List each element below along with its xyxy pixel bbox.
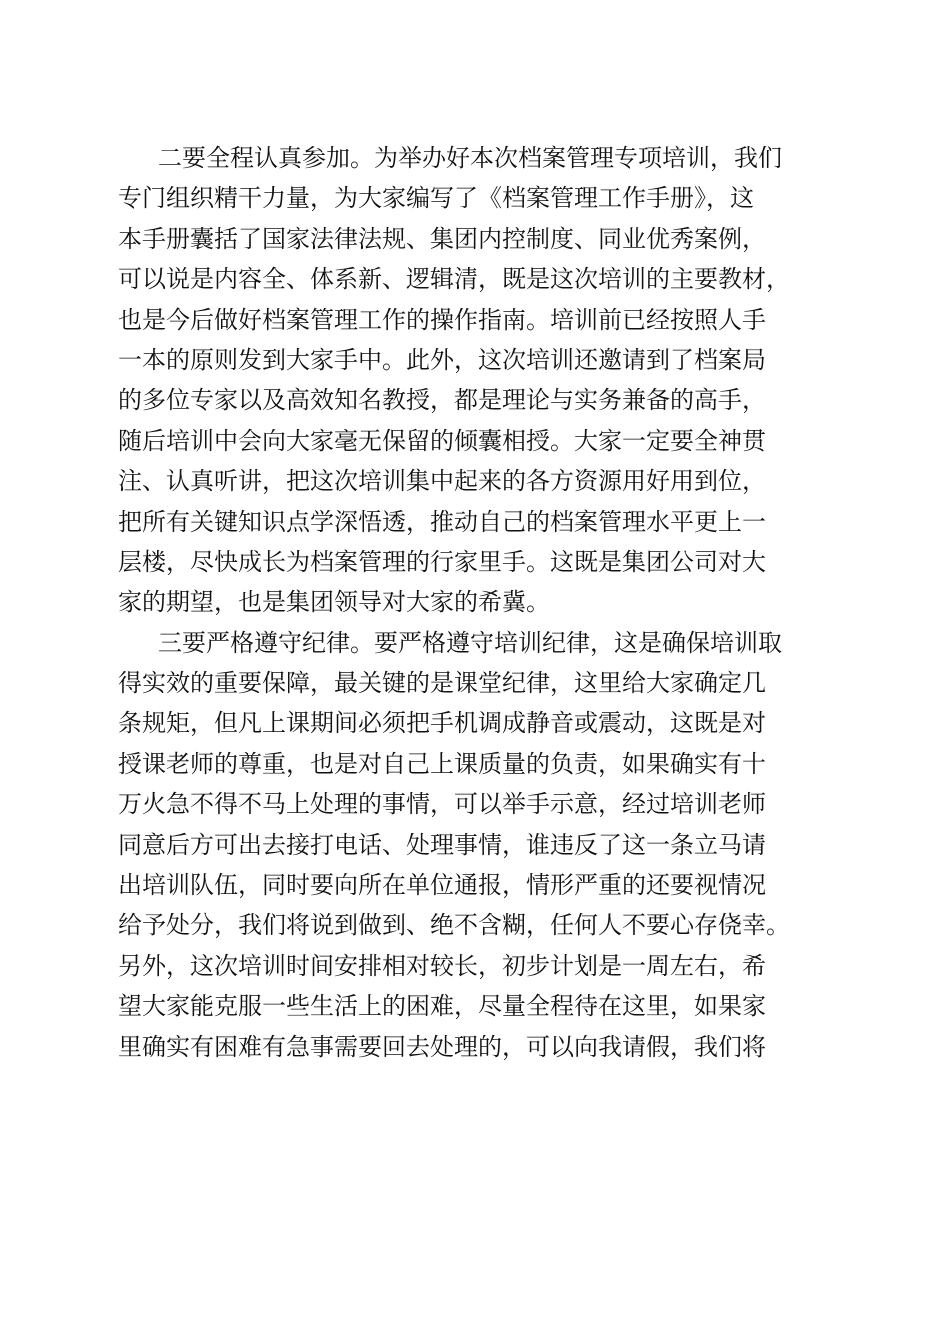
- paragraph-2-line: 本手册囊括了国家法律法规、集团内控制度、同业优秀案例，: [118, 224, 766, 253]
- paragraph-3-line: 授课老师的尊重，也是对自己上课质量的负责，如果确实有十: [118, 749, 766, 778]
- paragraph-2-line: 家的期望，也是集团领导对大家的希冀。: [118, 588, 550, 617]
- paragraph-2-line: 随后培训中会向大家毫无保留的倾囊相授。大家一定要全神贯: [118, 426, 766, 455]
- paragraph-2-line: 的多位专家以及高效知名教授，都是理论与实务兼备的高手，: [118, 386, 766, 415]
- body-text: [118, 138, 836, 1067]
- paragraph-2-line: 二要全程认真参加。为举办好本次档案管理专项培训，我们: [158, 144, 782, 172]
- paragraph-3-line: 出培训队伍，同时要向所在单位通报，情形严重的还要视情况: [118, 871, 766, 900]
- paragraph-2-line: 专门组织精干力量，为大家编写了《档案管理工作手册》，这: [118, 184, 754, 213]
- paragraph-3-line: 另外，这次培训时间安排相对较长，初步计划是一周左右，希: [118, 951, 766, 980]
- paragraph-2-line: 注、认真听讲，把这次培训集中起来的各方资源用好用到位，: [118, 467, 766, 496]
- paragraph-3-line: 三要严格遵守纪律。要严格遵守培训纪律，这是确保培训取: [158, 628, 782, 657]
- paragraph-3-line: 给予处分，我们将说到做到、绝不含糊，任何人不要心存侥幸。: [118, 911, 790, 940]
- paragraph-2-line: 可以说是内容全、体系新、逻辑清，既是这次培训的主要教材，: [118, 265, 790, 294]
- paragraph-3-line: 里确实有困难有急事需要回去处理的，可以向我请假，我们将: [118, 1032, 766, 1061]
- paragraph-2-line: 一本的原则发到大家手中。此外，这次培训还邀请到了档案局: [118, 345, 766, 374]
- paragraph-3-line: 万火急不得不马上处理的事情，可以举手示意，经过培训老师: [118, 790, 766, 819]
- paragraph-3-line: 得实效的重要保障，最关键的是课堂纪律，这里给大家确定几: [118, 669, 766, 698]
- paragraph-2-line: 层楼，尽快成长为档案管理的行家里手。这既是集团公司对大: [118, 547, 766, 576]
- paragraph-3-line: 望大家能克服一些生活上的困难，尽量全程待在这里，如果家: [118, 992, 766, 1021]
- paragraph-2-line: 把所有关键知识点学深悟透，推动自己的档案管理水平更上一: [118, 507, 766, 536]
- paragraph-3-line: 同意后方可出去接打电话、处理事情，谁违反了这一条立马请: [118, 830, 766, 859]
- paragraph-3-line: 条规矩，但凡上课期间必须把手机调成静音或震动，这既是对: [118, 709, 766, 738]
- paragraph-2-line: 也是今后做好档案管理工作的操作指南。培训前已经按照人手: [118, 305, 766, 334]
